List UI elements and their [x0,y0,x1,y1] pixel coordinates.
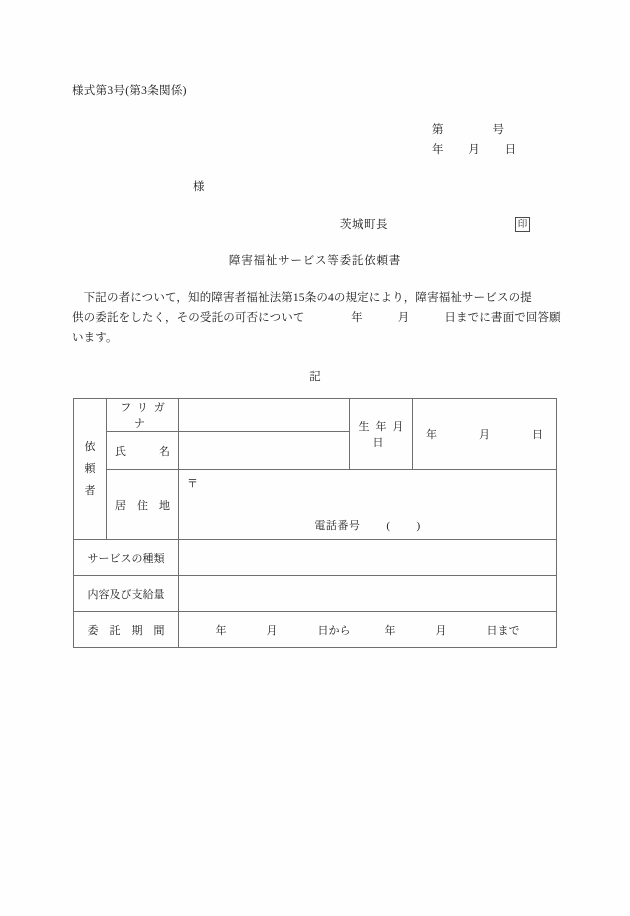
period-to-day: 日まで [486,624,520,637]
body-line-1: 下記の者について，知的障害者福祉法第15条の4の規定により，障害福祉サービスの提 [72,292,532,304]
phone-paren-open: ( [386,520,391,532]
birthdate-day-marker: 日 [532,429,543,441]
document-number-line: 第 号 [432,124,505,136]
name-input[interactable] [179,432,350,470]
service-type-label: サービスの種類 [74,540,179,576]
content-amount-label: 内容及び支給量 [74,576,179,612]
phone-paren-close: ) [416,520,421,532]
addressee-suffix: 様 [193,181,205,193]
period-from-day: 日から [317,624,351,637]
period-from-month: 月 [266,624,278,637]
table-row-service-type [74,540,557,576]
residence-label: 居 住 地 [107,470,179,540]
table-row-period [74,612,557,648]
form-code-label: 様式第3号(第3条関係) [72,85,187,97]
table-row-furigana [74,399,557,432]
applicant-char-1: 依 [84,441,96,453]
residence-input[interactable] [179,470,557,540]
birthdate-label: 生年月日 [350,399,413,470]
phone-number-line [179,517,556,533]
service-type-input[interactable] [179,540,557,576]
period-to-year: 年 [384,624,396,637]
ki-marker: 記 [309,371,321,383]
period-label: 委 託 期 間 [74,612,179,648]
seal-stamp-box: 印 [515,217,530,232]
page-title: 障害福祉サービス等委託依頼書 [228,255,402,267]
furigana-input[interactable] [179,399,350,432]
birthdate-month-marker: 月 [479,429,490,441]
issuer-row [340,216,530,232]
body-paragraph [72,288,561,348]
furigana-label: フリガナ [107,399,179,432]
content-amount-input[interactable] [179,576,557,612]
postal-code-icon: 〒 [187,478,198,490]
applicant-vertical-label [74,399,107,540]
birthdate-year-marker: 年 [426,429,437,441]
period-input[interactable] [179,612,557,648]
applicant-details-table [73,398,557,648]
document-date-line: 年 月 日 [432,144,517,156]
period-to-month: 月 [435,624,447,637]
name-label: 氏 名 [107,432,179,470]
period-from-year: 年 [215,624,227,637]
applicant-char-2: 頼 [84,463,96,475]
body-line-3: います。 [72,332,118,344]
issuer-name: 茨城町長 [340,219,388,231]
phone-label: 電話番号 [314,520,361,532]
body-line-2: 供の委託をしたく，その受託の可否について 年 月 日までに書面で回答願 [72,312,561,324]
applicant-char-3: 者 [84,485,96,497]
table-row-residence [74,470,557,540]
birthdate-input[interactable] [413,399,557,470]
table-row-content-amount [74,576,557,612]
